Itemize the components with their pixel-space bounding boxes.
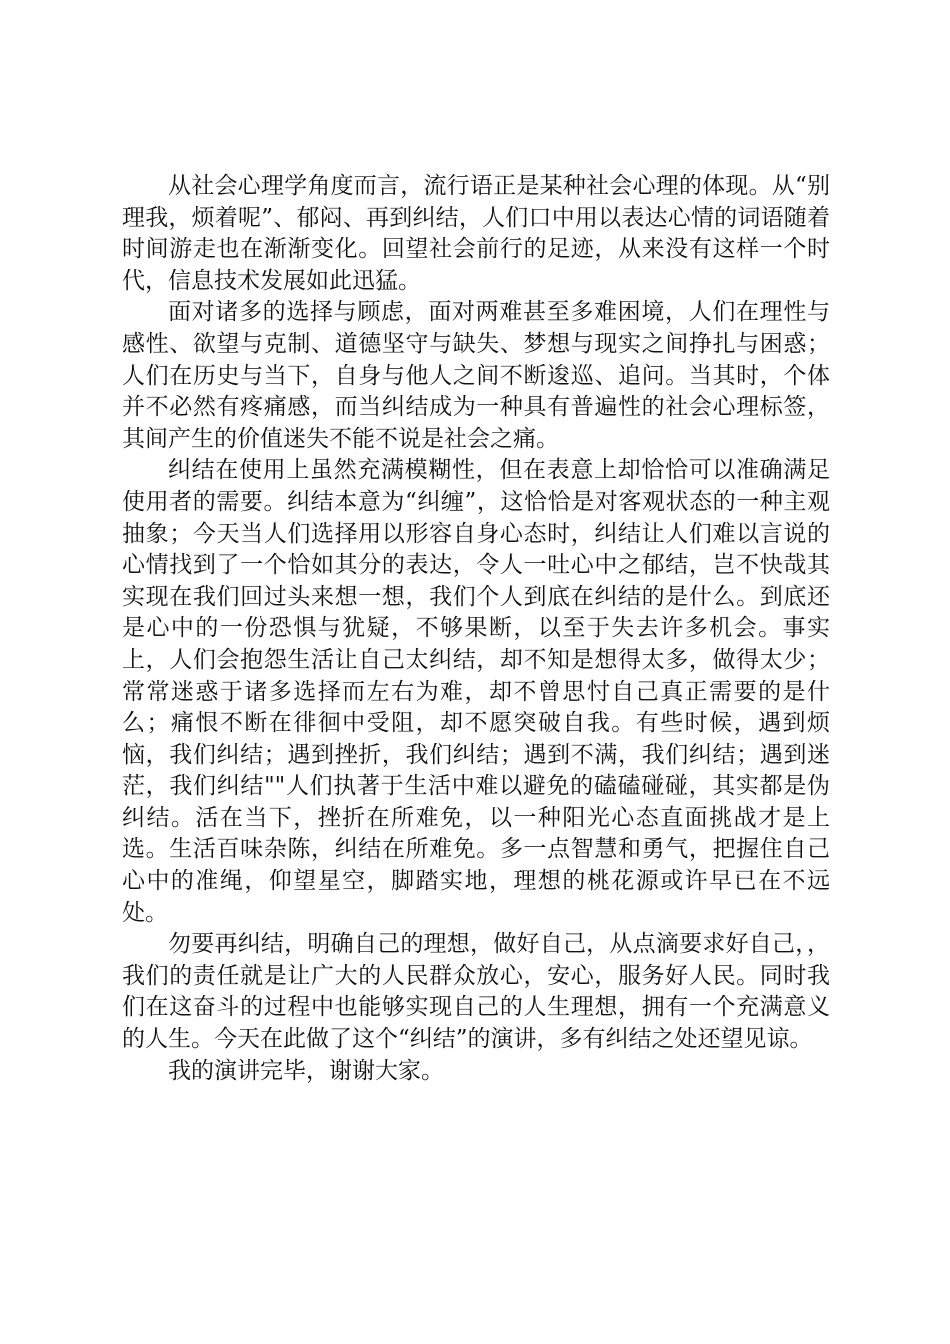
speech-body — [122, 171, 830, 1087]
paragraph-5: 我的演讲完毕，谢谢大家。 — [168, 1057, 444, 1084]
paragraph-1: 从社会心理学角度而言，流行语正是某种社会心理的体现。从“别理我，烦着呢”、郁闷、再到纠结，人们口中用以表达心情的词语随着时间游走也在渐渐变化。回望社会前行的足迹，从来没有这样一个时代，信息技术发展如此迅猛。 — [122, 173, 830, 294]
paragraph-3: 纠结在使用上虽然充满模糊性，但在表意上却恰恰可以准确满足使用者的需要。纠结本意为“纠缠”，这恰恰是对客观状态的一种主观抽象；今天当人们选择用以形容自身心态时，纠结让人们难以言说的心情找到了一个恰如其分的表达，令人一吐心中之郁结，岂不快哉其实现在我们回过头来想一想，我们个人到底在纠结的是什么。到底还是心中的一份恐惧与犹疑，不够果断，以至于失去许多机会。事实上，人们会抱怨生活让自己太纠结，却不知是想得太多，做得太少；常常迷惑于诸多选择而左右为难，却不曾思忖自己真正需要的是什么；痛恨不断在徘徊中受阻，却不愿突破自我。有些时候，遇到烦恼，我们纠结；遇到挫折，我们纠结；遇到不满，我们纠结；遇到迷茫，我们纠结""人们执著于生活中难以避免的磕磕碰碰，其实都是伪纠结。活在当下，挫折在所难免，以一种阳光心态直面挑战才是上选。生活百味杂陈，纠结在所难免。多一点智慧和勇气，把握住自己心中的准绳，仰望星空，脚踏实地，理想的桃花源或许早已在不远处。 — [122, 457, 830, 926]
paragraph-4: 勿要再纠结，明确自己的理想，做好自己，从点滴要求好自己，，我们的责任就是让广大的人民群众放心，安心，服务好人民。同时我们在这奋斗的过程中也能够实现自己的人生理想，拥有一个充满意义的人生。今天在此做了这个“纠结”的演讲，多有纠结之处还望见谅。 — [122, 931, 830, 1053]
paragraph-2: 面对诸多的选择与顾虑，面对两难甚至多难困境，人们在理性与感性、欲望与克制、道德坚守与缺失、梦想与现实之间挣扎与困惑；人们在历史与当下，自身与他人之间不断逡巡、追问。当其时，个体并不必然有疼痛感，而当纠结成为一种具有普遍性的社会心理标签，其间产生的价值迷失不能不说是社会之痛。 — [122, 299, 830, 452]
